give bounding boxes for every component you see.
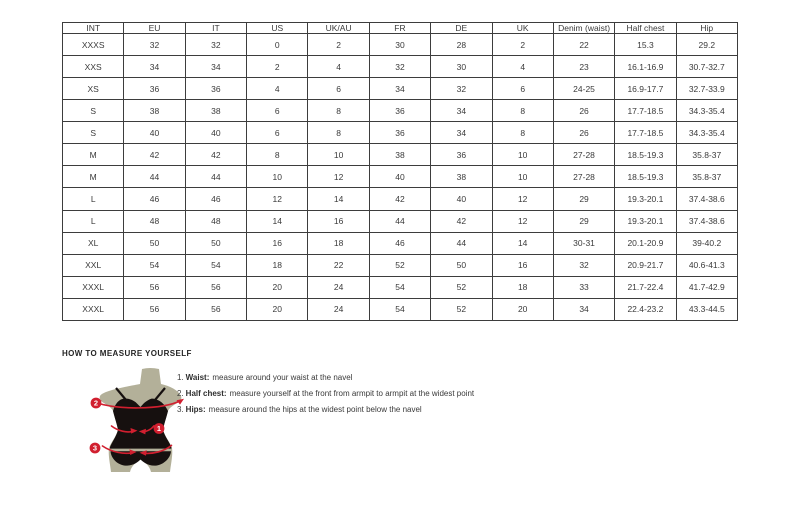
size-cell: 52 [431,276,492,298]
size-cell: 6 [247,100,308,122]
column-header: DE [431,23,492,34]
size-cell: L [63,188,124,210]
size-cell: 54 [185,254,246,276]
size-cell: 46 [124,188,185,210]
size-row [63,254,738,276]
size-cell: 38 [185,100,246,122]
size-cell: 29.2 [676,34,737,56]
size-cell: 34 [431,122,492,144]
size-cell: 12 [492,188,553,210]
size-cell: XL [63,232,124,254]
size-cell: 18.5-19.3 [615,144,676,166]
size-cell: 54 [369,276,430,298]
size-cell: 56 [124,276,185,298]
size-cell: 38 [124,100,185,122]
size-cell: 36 [185,78,246,100]
size-cell: 30 [369,34,430,56]
size-cell: 44 [431,232,492,254]
size-cell: 2 [492,34,553,56]
size-cell: 16.9-17.7 [615,78,676,100]
step-number: 3. [177,405,184,414]
column-header: US [247,23,308,34]
size-cell: 34.3-35.4 [676,122,737,144]
size-cell: 0 [247,34,308,56]
size-row [63,34,738,56]
step-text: measure around the hips at the widest point below the navel [208,405,422,414]
size-cell: 8 [492,122,553,144]
size-cell: 20.1-20.9 [615,232,676,254]
size-cell: 40.6-41.3 [676,254,737,276]
size-cell: 32 [553,254,614,276]
size-cell: 16 [492,254,553,276]
size-cell: 16 [308,210,369,232]
size-chart-header [63,23,738,34]
size-cell: 8 [247,144,308,166]
size-cell: 30.7-32.7 [676,56,737,78]
size-cell: 15.3 [615,34,676,56]
size-cell: S [63,122,124,144]
size-cell: 22 [553,34,614,56]
size-cell: XXL [63,254,124,276]
size-cell: 20 [247,298,308,320]
size-cell: 37.4-38.6 [676,188,737,210]
size-cell: 8 [308,100,369,122]
measurement-figure [74,367,188,477]
size-cell: M [63,166,124,188]
size-cell: 16.1-16.9 [615,56,676,78]
size-cell: 36 [124,78,185,100]
size-cell: 34 [124,56,185,78]
size-cell: 24-25 [553,78,614,100]
size-cell: 30-31 [553,232,614,254]
size-cell: 17.7-18.5 [615,122,676,144]
size-cell: 12 [247,188,308,210]
size-cell: 29 [553,188,614,210]
size-cell: 6 [492,78,553,100]
size-cell: 56 [124,298,185,320]
size-row [63,78,738,100]
size-cell: 52 [369,254,430,276]
size-cell: 29 [553,210,614,232]
size-cell: 42 [124,144,185,166]
size-cell: 24 [308,276,369,298]
size-cell: 19.3-20.1 [615,210,676,232]
size-cell: 48 [124,210,185,232]
size-cell: 24 [308,298,369,320]
measure-steps [177,373,474,421]
column-header: Half chest [615,23,676,34]
size-cell: 22 [308,254,369,276]
size-cell: 40 [369,166,430,188]
size-cell: 28 [431,34,492,56]
size-cell: 40 [124,122,185,144]
size-cell: 43.3-44.5 [676,298,737,320]
size-cell: L [63,210,124,232]
size-cell: 4 [308,56,369,78]
size-cell: 12 [492,210,553,232]
size-cell: 19.3-20.1 [615,188,676,210]
column-header: UK/AU [308,23,369,34]
size-cell: 35.8-37 [676,166,737,188]
column-header: Denim (waist) [553,23,614,34]
column-header: Hip [676,23,737,34]
size-cell: 41.7-42.9 [676,276,737,298]
chest-badge [91,398,102,409]
size-cell: XS [63,78,124,100]
size-cell: 26 [553,100,614,122]
step-number: 1. [177,373,184,382]
size-cell: 33 [553,276,614,298]
size-cell: 22.4-23.2 [615,298,676,320]
size-chart-body [63,34,738,321]
svg-text:1: 1 [156,424,162,434]
size-cell: 48 [185,210,246,232]
size-cell: 56 [185,298,246,320]
size-cell: 20.9-21.7 [615,254,676,276]
size-cell: 32.7-33.9 [676,78,737,100]
size-cell: XXXS [63,34,124,56]
size-cell: 16 [247,232,308,254]
size-cell: 14 [308,188,369,210]
size-cell: 44 [369,210,430,232]
size-cell: 4 [247,78,308,100]
measure-step-half-chest [177,389,474,398]
size-cell: 20 [492,298,553,320]
size-cell: 34 [185,56,246,78]
size-cell: 32 [369,56,430,78]
size-cell: 46 [185,188,246,210]
size-cell: 34 [369,78,430,100]
size-cell: 34 [553,298,614,320]
size-cell: 18 [247,254,308,276]
size-row [63,166,738,188]
size-cell: 54 [369,298,430,320]
size-row [63,56,738,78]
size-cell: 10 [247,166,308,188]
size-cell: 14 [247,210,308,232]
size-cell: 44 [185,166,246,188]
size-cell: 36 [369,122,430,144]
size-cell: 40 [431,188,492,210]
size-cell: 39-40.2 [676,232,737,254]
size-cell: 10 [308,144,369,166]
measure-heading: HOW TO MEASURE YOURSELF [62,349,192,358]
size-cell: 30 [431,56,492,78]
size-cell: 10 [492,166,553,188]
size-chart-table [62,22,738,321]
size-cell: 27-28 [553,144,614,166]
size-cell: 18.5-19.3 [615,166,676,188]
size-cell: 26 [553,122,614,144]
size-cell: 2 [308,34,369,56]
size-cell: 50 [431,254,492,276]
column-header: IT [185,23,246,34]
size-row [63,122,738,144]
size-cell: 38 [369,144,430,166]
measure-step-waist [177,373,474,382]
size-cell: 56 [185,276,246,298]
size-row [63,210,738,232]
size-cell: 50 [124,232,185,254]
size-cell: 4 [492,56,553,78]
size-cell: 8 [308,122,369,144]
size-cell: 52 [431,298,492,320]
size-cell: 10 [492,144,553,166]
column-header: INT [63,23,124,34]
svg-text:3: 3 [92,443,98,453]
size-cell: 27-28 [553,166,614,188]
size-cell: 12 [308,166,369,188]
size-cell: 23 [553,56,614,78]
size-cell: 21.7-22.4 [615,276,676,298]
size-cell: 14 [492,232,553,254]
size-cell: 37.4-38.6 [676,210,737,232]
svg-text:2: 2 [93,398,99,408]
waist-badge [154,423,165,434]
size-cell: 40 [185,122,246,144]
size-cell: 50 [185,232,246,254]
size-row [63,188,738,210]
size-cell: 32 [124,34,185,56]
size-cell: 36 [369,100,430,122]
size-cell: 17.7-18.5 [615,100,676,122]
size-row [63,144,738,166]
step-label: Waist: [185,373,210,382]
size-cell: 32 [431,78,492,100]
column-header: UK [492,23,553,34]
size-cell: 35.8-37 [676,144,737,166]
size-cell: 18 [308,232,369,254]
size-cell: 44 [124,166,185,188]
size-row [63,100,738,122]
step-text: measure yourself at the front from armpit to armpit at the widest point [229,389,475,398]
size-cell: 2 [247,56,308,78]
step-label: Hips: [185,405,206,414]
step-text: measure around your waist at the navel [212,373,353,382]
size-cell: 42 [185,144,246,166]
column-header: EU [124,23,185,34]
hips-badge [90,443,101,454]
size-cell: 34.3-35.4 [676,100,737,122]
size-cell: 34 [431,100,492,122]
size-cell: XXXL [63,276,124,298]
step-label: Half chest: [185,389,227,398]
size-cell: M [63,144,124,166]
size-cell: XXXL [63,298,124,320]
size-row [63,298,738,320]
size-cell: 18 [492,276,553,298]
size-cell: 42 [431,210,492,232]
column-header: FR [369,23,430,34]
size-cell: S [63,100,124,122]
size-cell: 54 [124,254,185,276]
size-cell: 8 [492,100,553,122]
size-cell: XXS [63,56,124,78]
measure-step-hips [177,405,474,414]
size-cell: 38 [431,166,492,188]
size-cell: 32 [185,34,246,56]
size-cell: 46 [369,232,430,254]
size-cell: 42 [369,188,430,210]
size-cell: 6 [308,78,369,100]
size-row [63,232,738,254]
size-cell: 6 [247,122,308,144]
header-row [63,23,738,34]
size-cell: 20 [247,276,308,298]
size-cell: 36 [431,144,492,166]
step-number: 2. [177,389,184,398]
size-row [63,276,738,298]
